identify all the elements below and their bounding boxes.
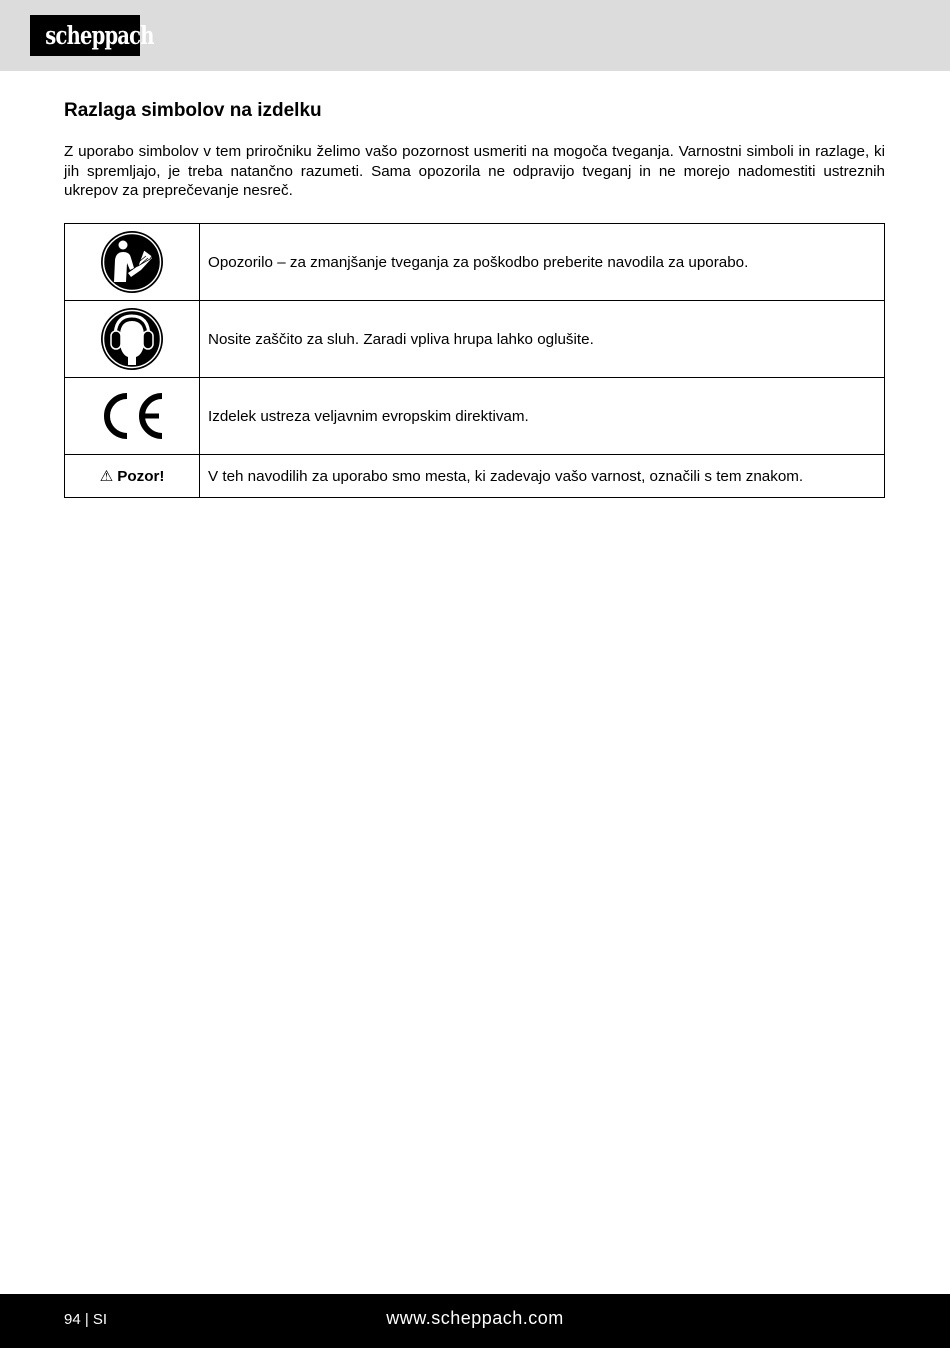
page-footer [0,1294,950,1348]
symbols-table [64,223,885,498]
pozor-label: ⚠ Pozor! [99,468,165,485]
symbol-description: Opozorilo – za zmanjšanje tveganja za poškodbo preberite navodila za uporabo. [200,224,885,301]
table-row [65,224,885,301]
scheppach-logo: scheppach [30,15,140,56]
table-row [65,301,885,378]
symbol-description: Izdelek ustreza veljavnim evropskim direktivam. [200,378,885,455]
intro-paragraph: Z uporabo simbolov v tem priročniku želimo vašo pozornost usmeriti na mogoča tveganja. Varnostni simboli in razlage, ki jih spremljajo, je treba natančno razumeti. Sama opozorila ne odpravijo tveganj in ne morejo nadomestiti ustreznih ukrepov za preprečevanje nesreč. [64,143,885,199]
ear-protection-icon [100,307,164,371]
page-number: 94 | SI [64,1311,108,1328]
warning-triangle-icon: ⚠ [99,468,114,485]
symbol-description: V teh navodilih za uporabo smo mesta, ki zadevajo vašo varnost, označili s tem znakom. [200,455,885,498]
ce-mark-icon [99,392,165,440]
symbol-description: Nosite zaščito za sluh. Zaradi vpliva hrupa lahko oglušite. [200,301,885,378]
website-link[interactable]: www.scheppach.com [386,1308,564,1328]
page-header [0,0,950,71]
section-title: Razlaga simbolov na izdelku [64,100,322,121]
table-row [65,455,885,498]
read-manual-icon [100,230,164,294]
table-row [65,378,885,455]
